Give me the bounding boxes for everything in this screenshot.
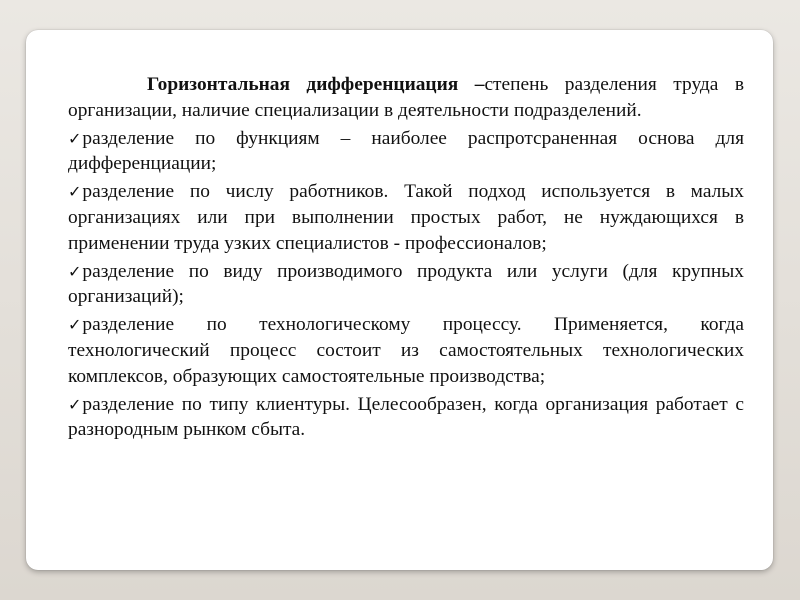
bullet-text: разделение по технологическому процессу. Применяется, когда технологический процесс состоит из самостоятельных технологических комплексов, образующих самостоятельные производства; bbox=[68, 314, 744, 387]
checkmark-icon: ✓ bbox=[68, 182, 82, 202]
bullet-text: разделение по виду производимого продукта или услуги (для крупных организаций); bbox=[68, 260, 744, 308]
bullet-item bbox=[68, 312, 744, 389]
checkmark-icon: ✓ bbox=[68, 128, 82, 148]
checkmark-icon: ✓ bbox=[68, 315, 82, 335]
bullet-item bbox=[68, 392, 744, 443]
slide-text bbox=[68, 72, 744, 445]
checkmark-icon: ✓ bbox=[68, 394, 82, 414]
checkmark-icon: ✓ bbox=[68, 261, 82, 281]
intro-term: Горизонтальная дифференциация – bbox=[147, 74, 485, 95]
intro-paragraph bbox=[68, 72, 744, 123]
bullet-text: разделение по типу клиентуры. Целесообразен, когда организация работает с разнородным рынком сбыта. bbox=[68, 393, 744, 441]
bullet-text: разделение по функциям – наиболее распротсраненная основа для дифференциации; bbox=[68, 127, 744, 175]
bullet-item bbox=[68, 259, 744, 310]
bullet-text: разделение по числу работников. Такой подход используется в малых организациях или при выполнении простых работ, не нуждающихся в применении труда узких специалистов - профессионалов; bbox=[68, 181, 744, 254]
bullet-item bbox=[68, 126, 744, 177]
bullet-item bbox=[68, 179, 744, 256]
intro-definition: степень разделения труда в организации, наличие специализации в деятельности подразделений. bbox=[68, 74, 744, 121]
